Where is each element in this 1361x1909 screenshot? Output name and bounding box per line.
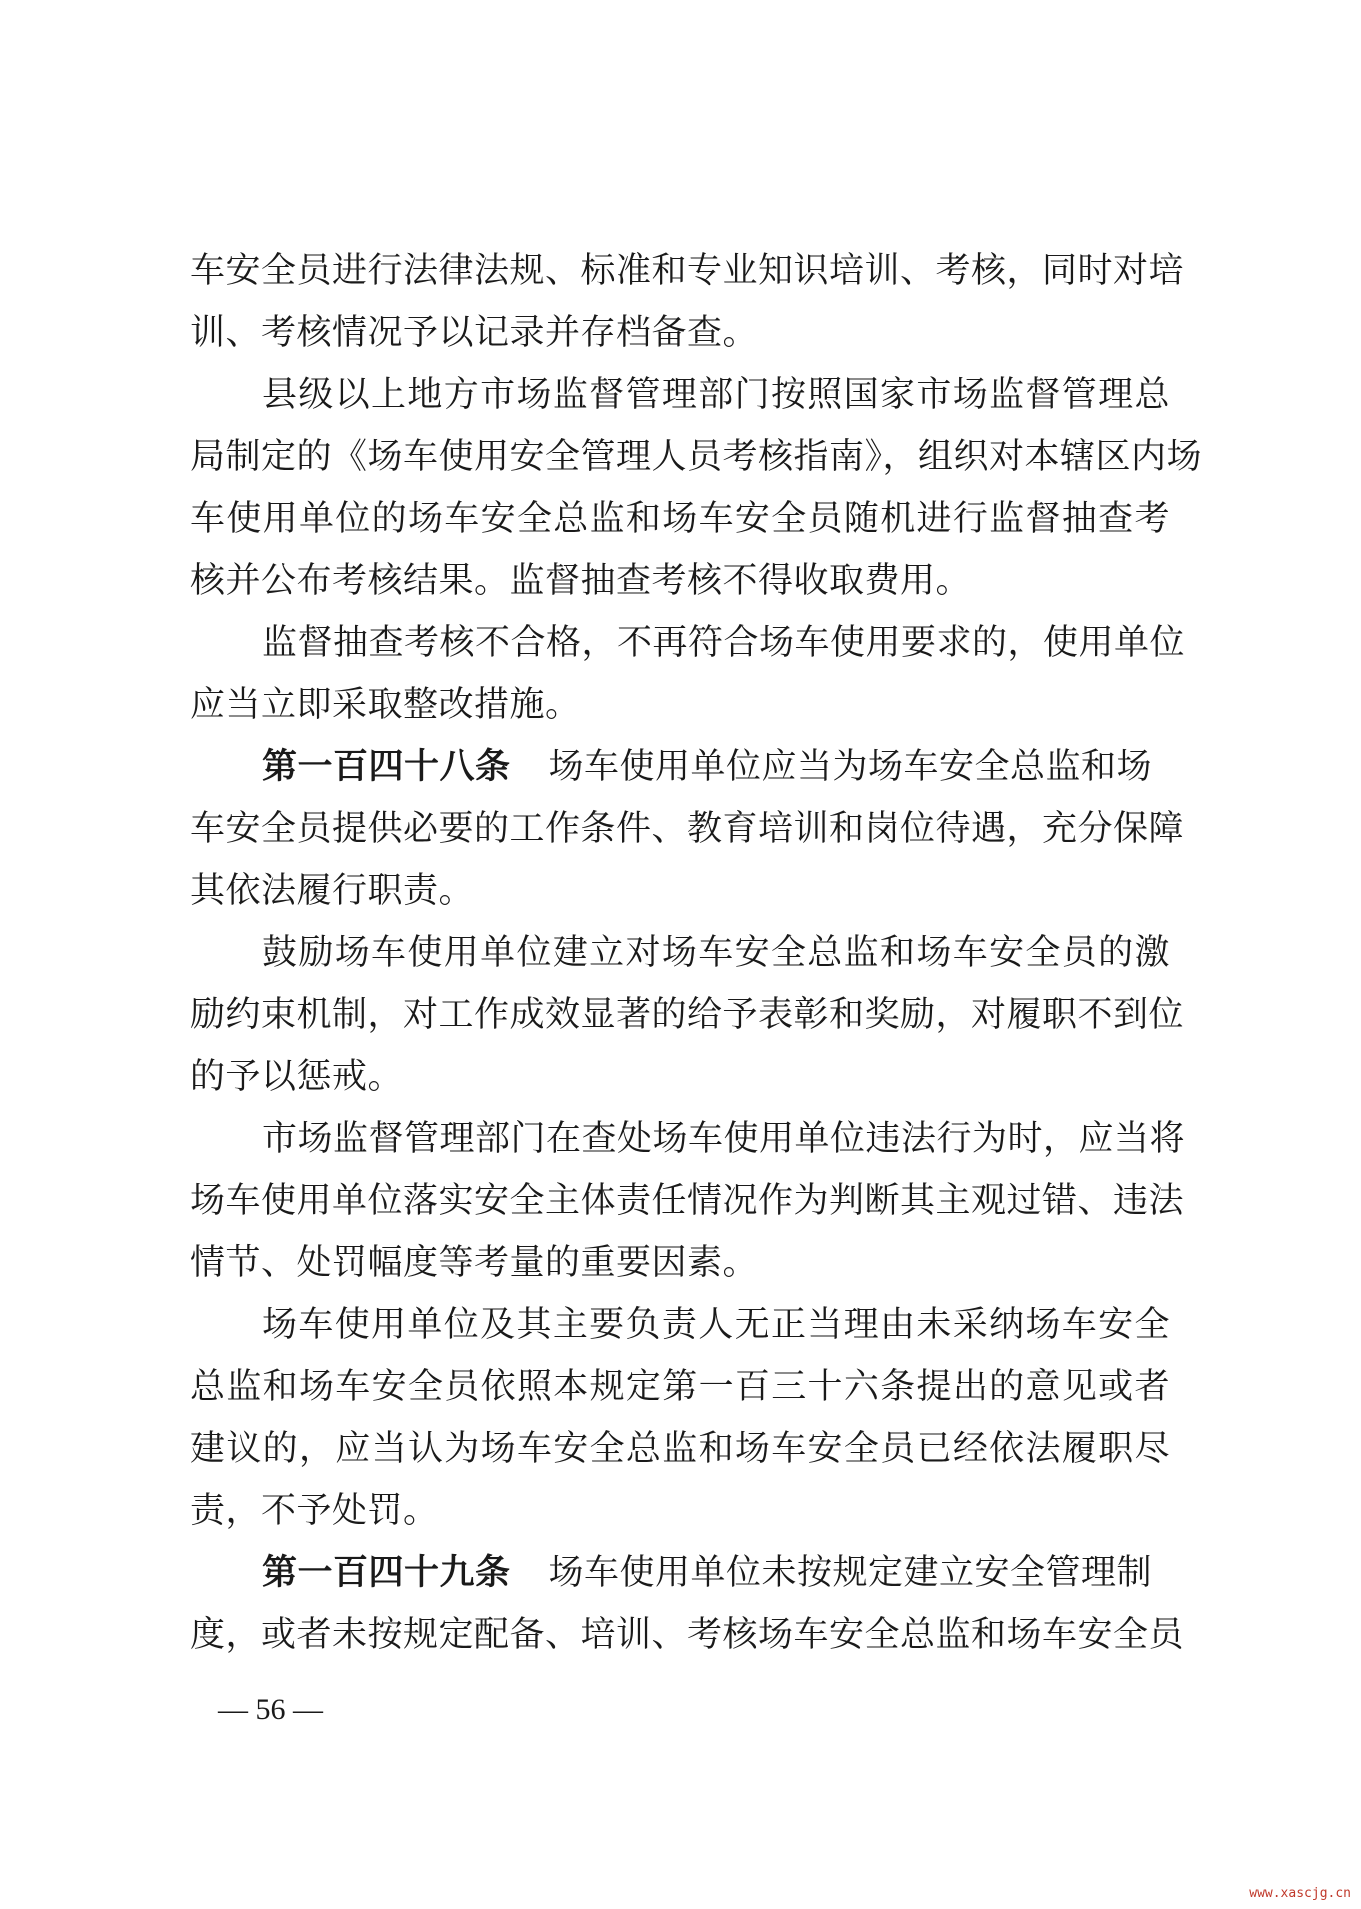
text-line: 的予以惩戒。 <box>190 1057 404 1097</box>
page-number: — 56 — <box>218 1693 323 1726</box>
watermark: www.xascjg.cn <box>1249 1886 1351 1901</box>
text-line: 训、考核情况予以记录并存档备查。 <box>190 313 759 353</box>
article-heading: 第一百四十八条 <box>262 747 511 787</box>
text-line: 监督抽查考核不合格，不再符合场车使用要求的，使用单位 <box>262 623 1186 663</box>
text-line: 场车使用单位及其主要负责人无正当理由未采纳场车安全 <box>262 1305 1170 1345</box>
article-text: 场车使用单位未按规定建立安全管理制 <box>548 1553 1153 1593</box>
text-line: 局制定的《场车使用安全管理人员考核指南》，组织对本辖区内场 <box>190 437 1203 477</box>
text-line <box>190 736 1170 798</box>
text-line: 车安全员进行法律法规、标准和专业知识培训、考核，同时对培 <box>190 251 1185 291</box>
text-line: 场车使用单位落实安全主体责任情况作为判断其主观过错、违法 <box>190 1181 1185 1221</box>
paragraph <box>190 1294 1170 1542</box>
text-line: 励约束机制，对工作成效显著的给予表彰和奖励，对履职不到位 <box>190 995 1185 1035</box>
text-line: 其依法履行职责。 <box>190 871 475 911</box>
paragraph <box>190 922 1185 1108</box>
text-line: 车使用单位的场车安全总监和场车安全员随机进行监督抽查考 <box>190 499 1170 539</box>
article-heading: 第一百四十九条 <box>262 1553 511 1593</box>
text-line: 车安全员提供必要的工作条件、教育培训和岗位待遇，充分保障 <box>190 809 1185 849</box>
text-line: 县级以上地方市场监督管理部门按照国家市场监督管理总 <box>262 375 1170 415</box>
text-line: 责，不予处罚。 <box>190 1491 439 1531</box>
paragraph <box>190 1108 1186 1294</box>
paragraph <box>190 240 1185 364</box>
article-text: 场车使用单位应当为场车安全总监和场 <box>548 747 1153 787</box>
text-line: 核并公布考核结果。监督抽查考核不得收取费用。 <box>190 561 972 601</box>
article-149 <box>190 1542 1185 1666</box>
text-line: 度，或者未按规定配备、培训、考核场车安全总监和场车安全员 <box>190 1615 1185 1655</box>
text-line: 鼓励场车使用单位建立对场车安全总监和场车安全员的激 <box>262 933 1170 973</box>
text-line: 总监和场车安全员依照本规定第一百三十六条提出的意见或者 <box>190 1367 1170 1407</box>
document-body <box>190 240 1203 1666</box>
text-line: 应当立即采取整改措施。 <box>190 685 581 725</box>
text-line <box>190 1542 1170 1604</box>
paragraph <box>190 364 1203 612</box>
article-148 <box>190 736 1185 922</box>
paragraph <box>190 612 1186 736</box>
text-line: 情节、处罚幅度等考量的重要因素。 <box>190 1243 759 1283</box>
text-line: 建议的，应当认为场车安全总监和场车安全员已经依法履职尽 <box>190 1429 1170 1469</box>
text-line: 市场监督管理部门在查处场车使用单位违法行为时，应当将 <box>262 1119 1186 1159</box>
